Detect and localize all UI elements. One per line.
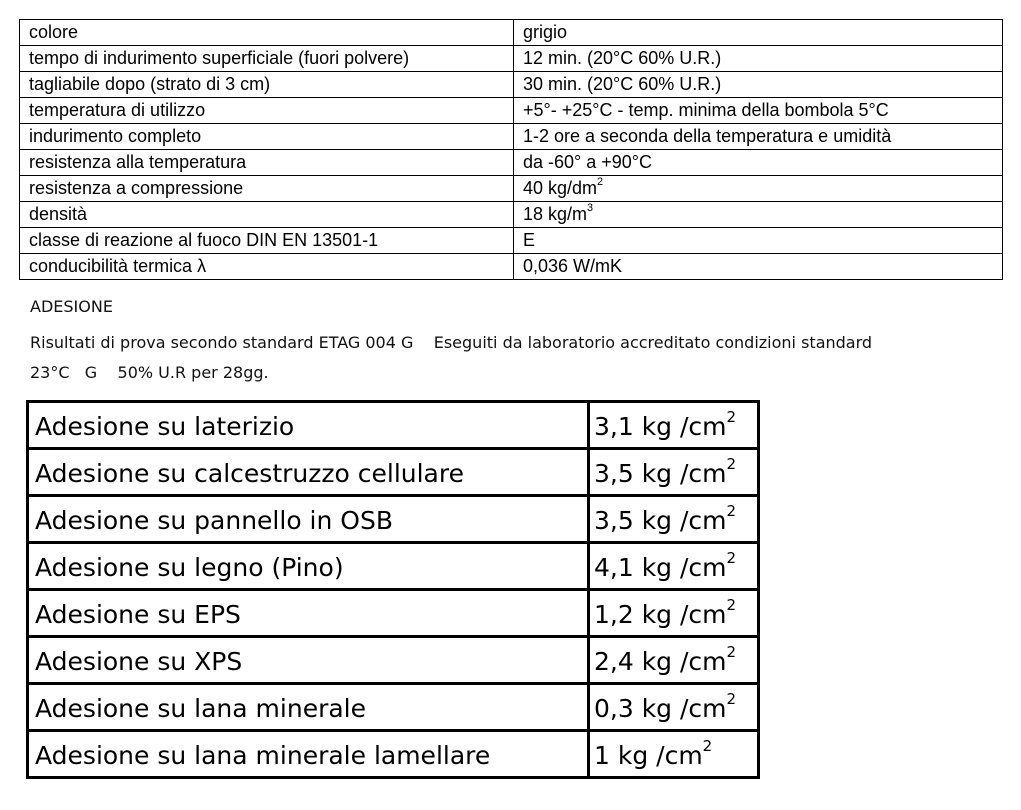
adhesion-row-value-text: 1 kg /cm (594, 740, 703, 770)
adhesion-row-label: Adesione su lana minerale (28, 684, 589, 731)
adhesion-row-value-text: 2,4 kg /cm (594, 646, 727, 676)
property-row-value (514, 176, 1003, 202)
property-row-label: tempo di indurimento superficiale (fuori polvere) (20, 46, 514, 72)
test-note (30, 328, 990, 388)
adhesion-row-value-text: 4,1 kg /cm (594, 552, 727, 582)
property-row-label: densità (20, 202, 514, 228)
adhesion-table (26, 400, 760, 779)
test-note-line: Risultati di prova secondo standard ETAG 004 G Eseguiti da laboratorio accreditato condizioni standard (30, 333, 873, 352)
adhesion-row-value-text: 3,1 kg /cm (594, 411, 727, 441)
adhesion-row-unit-exponent: 2 (726, 455, 737, 474)
adhesion-row-label: Adesione su lana minerale lamellare (28, 731, 589, 778)
adhesion-row-label: Adesione su XPS (28, 637, 589, 684)
property-row-value (514, 202, 1003, 228)
property-row-value (514, 254, 1003, 280)
adhesion-row-unit-exponent: 2 (726, 596, 737, 615)
property-row-label: classe di reazione al fuoco DIN EN 13501-1 (20, 228, 514, 254)
property-row (20, 228, 1003, 254)
property-row (20, 124, 1003, 150)
adhesion-row-label: Adesione su pannello in OSB (28, 496, 589, 543)
property-row-value (514, 72, 1003, 98)
property-row (20, 254, 1003, 280)
adhesion-table-body (28, 402, 759, 778)
adhesion-row-value (589, 543, 759, 590)
property-row-value-text: 40 kg/dm (523, 178, 598, 198)
property-row-unit-exponent: 3 (587, 201, 594, 214)
property-row-label: temperatura di utilizzo (20, 98, 514, 124)
property-row-value-text: 1-2 ore a seconda della temperatura e umidità (523, 126, 892, 146)
property-row-value-text: +5°- +25°C - temp. minima della bombola 5°C (523, 100, 889, 120)
adhesion-row-value-text: 1,2 kg /cm (594, 599, 727, 629)
section-title-adesione: ADESIONE (30, 297, 113, 316)
adhesion-row-unit-exponent: 2 (726, 408, 737, 427)
adhesion-row (28, 449, 759, 496)
property-row (20, 72, 1003, 98)
adhesion-row-label: Adesione su legno (Pino) (28, 543, 589, 590)
property-row-label: resistenza alla temperatura (20, 150, 514, 176)
adhesion-row-unit-exponent: 2 (726, 549, 737, 568)
adhesion-row (28, 496, 759, 543)
property-row-value (514, 46, 1003, 72)
property-row (20, 98, 1003, 124)
property-row-value-text: 30 min. (20°C 60% U.R.) (523, 74, 722, 94)
adhesion-row-value (589, 496, 759, 543)
adhesion-row-label: Adesione su EPS (28, 590, 589, 637)
adhesion-row-value-text: 3,5 kg /cm (594, 458, 727, 488)
adhesion-row-value (589, 637, 759, 684)
adhesion-row (28, 543, 759, 590)
adhesion-row-unit-exponent: 2 (726, 502, 737, 521)
property-row-value (514, 228, 1003, 254)
property-row (20, 46, 1003, 72)
property-row-value (514, 124, 1003, 150)
adhesion-row (28, 637, 759, 684)
property-row-value-text: 18 kg/m (523, 204, 588, 224)
adhesion-row (28, 402, 759, 449)
adhesion-row-unit-exponent: 2 (726, 643, 737, 662)
property-row-value (514, 98, 1003, 124)
adhesion-row (28, 684, 759, 731)
property-row-value-text: 0,036 W/mK (523, 256, 623, 276)
property-row-value-text: 12 min. (20°C 60% U.R.) (523, 48, 722, 68)
property-row-unit-exponent: 2 (597, 175, 604, 188)
adhesion-row-value (589, 731, 759, 778)
adhesion-row-value-text: 0,3 kg /cm (594, 693, 727, 723)
adhesion-row (28, 590, 759, 637)
property-row-label: indurimento completo (20, 124, 514, 150)
property-row-label: conducibilità termica λ (20, 254, 514, 280)
test-note-line: 23°C G 50% U.R per 28gg. (30, 363, 269, 382)
property-row (20, 176, 1003, 202)
adhesion-row-value (589, 684, 759, 731)
adhesion-row-value (589, 590, 759, 637)
adhesion-row-label: Adesione su laterizio (28, 402, 589, 449)
property-row-value (514, 150, 1003, 176)
adhesion-row-value-text: 3,5 kg /cm (594, 505, 727, 535)
adhesion-row-unit-exponent: 2 (702, 737, 713, 756)
property-row-label: resistenza a compressione (20, 176, 514, 202)
property-row-label: colore (20, 20, 514, 46)
property-row (20, 202, 1003, 228)
property-row (20, 20, 1003, 46)
adhesion-row-label: Adesione su calcestruzzo cellulare (28, 449, 589, 496)
property-row-value-text: grigio (523, 22, 568, 42)
adhesion-row (28, 731, 759, 778)
property-row-label: tagliabile dopo (strato di 3 cm) (20, 72, 514, 98)
property-row (20, 150, 1003, 176)
adhesion-row-unit-exponent: 2 (726, 690, 737, 709)
properties-table (19, 19, 1003, 280)
adhesion-row-value (589, 402, 759, 449)
property-row-value (514, 20, 1003, 46)
property-row-value-text: da -60° a +90°C (523, 152, 652, 172)
adhesion-row-value (589, 449, 759, 496)
property-row-value-text: E (523, 230, 536, 250)
properties-table-body (20, 20, 1003, 280)
